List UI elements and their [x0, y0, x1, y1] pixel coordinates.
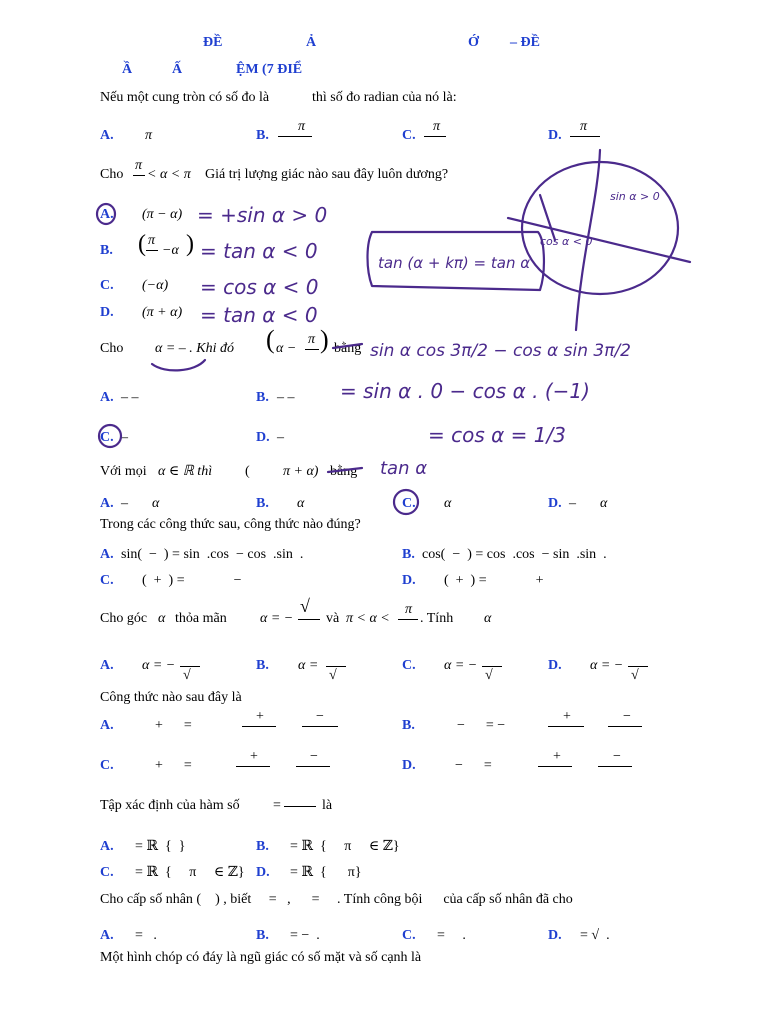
q6-sqrt: √ [300, 596, 310, 616]
q1-option-b-fraction-bar [278, 136, 312, 137]
q3-underline [152, 360, 205, 370]
q2-pi: π [135, 158, 143, 173]
q5-option-a: sin( − ) = sin .cos − cos .sin . [121, 547, 304, 562]
handwriting-q3-line2: = sin α . 0 − cos α . (−1) [340, 379, 590, 403]
q2-option-c-label: C. [100, 278, 114, 293]
q7-option-b-bar1 [548, 726, 584, 727]
q7-option-b-label: B. [402, 718, 415, 733]
q7-option-c-label: C. [100, 758, 114, 773]
q6-given-fraction-bar [298, 619, 320, 620]
q6-stem-pre: Cho góc [100, 611, 148, 626]
header-word-4: – ĐỀ [510, 35, 540, 50]
handwriting-sin-label: sin α > 0 [610, 190, 660, 203]
q6-option-d-sqrt: √ [631, 668, 639, 683]
q3-expr-paren-l: ( [266, 325, 275, 354]
q2-option-b: −α [162, 243, 179, 258]
q2-stem: Giá trị lượng giác nào sau đây luôn dương? [205, 167, 449, 182]
q3-option-d: – [277, 430, 284, 445]
header-word-3: Ớ [468, 35, 479, 50]
q8-option-b-label: B. [256, 839, 269, 854]
q6-stem-mid: thỏa mãn [175, 611, 227, 626]
q6-option-c-label: C. [402, 658, 416, 673]
header-word-1: ĐỀ [203, 35, 223, 50]
q2-option-a: (π − α) [142, 207, 183, 222]
q6-option-c-bar [482, 666, 502, 667]
header-word-6: Ấ [172, 62, 183, 77]
q1-option-a-label: A. [100, 128, 114, 143]
q6-option-b-bar [326, 666, 346, 667]
q9-option-b: = − . [290, 928, 320, 943]
q7-option-b-n1: + [563, 709, 571, 724]
unit-circle-ray [540, 195, 555, 240]
q8-stem-end: là [322, 798, 333, 813]
q6-cond: π < α < [346, 611, 390, 626]
q2-fraction-bar [133, 175, 145, 176]
q6-option-b-sqrt: √ [329, 668, 337, 683]
q3-option-b-label: B. [256, 390, 269, 405]
q6-cond-pre: và [326, 611, 340, 626]
q2-stem-pre: Cho [100, 167, 124, 182]
q9-option-c-label: C. [402, 928, 416, 943]
q4-option-b-label: B. [256, 496, 269, 511]
q1-option-b-num: π [298, 119, 306, 134]
q8-option-c-label: C. [100, 865, 114, 880]
q5-option-c-label: C. [100, 573, 114, 588]
q6-option-c-sqrt: √ [485, 668, 493, 683]
q7-option-d-n1: + [553, 749, 561, 764]
q5-option-a-label: A. [100, 547, 114, 562]
q7-option-d-n2: − [613, 749, 621, 764]
q2-inequality: < α < π [147, 167, 191, 182]
q6-option-a: α = − [142, 658, 176, 673]
header-word-2: Ả [306, 35, 317, 50]
unit-circle-x-axis [508, 218, 690, 262]
q6-option-a-sqrt: √ [183, 668, 191, 683]
q7-option-a: + = [155, 718, 192, 733]
q4-option-c-label: C. [402, 496, 416, 511]
q7-option-d-bar1 [538, 766, 572, 767]
q7-option-c-n1: + [250, 749, 258, 764]
q8-stem: Tập xác định của hàm số [100, 798, 240, 813]
q3-option-a: – – [121, 390, 139, 405]
q6-stem-end: . Tính [420, 611, 454, 626]
handwriting-tan-formula: tan (α + kπ) = tan α [378, 254, 531, 272]
q7-option-b: − = − [457, 718, 506, 733]
q9-option-b-label: B. [256, 928, 269, 943]
q6-option-b-label: B. [256, 658, 269, 673]
q3-stem-pre: Cho [100, 341, 124, 356]
q4-option-b: α [297, 496, 305, 511]
q3-given: α = – . Khi đó [155, 341, 235, 356]
q5-option-c: ( + ) = − [142, 573, 242, 588]
q6-cond-fraction-bar [398, 619, 418, 620]
q7-option-a-bar2 [302, 726, 338, 727]
q6-option-d: α = − [590, 658, 624, 673]
q1-option-d-fraction-bar [570, 136, 600, 137]
q5-stem: Trong các công thức sau, công thức nào đúng? [100, 517, 361, 532]
q4-expr: π + α) [283, 464, 319, 479]
q7-option-c: + = [155, 758, 192, 773]
q8-fraction-bar [284, 806, 316, 807]
q9-stem: Cho cấp số nhân ( ) , biết = , = . Tính công bội của cấp số nhân đã cho [100, 892, 573, 907]
handwriting-q4-answer: tan α [380, 458, 428, 479]
q6-given: α = − [260, 611, 294, 626]
q2-option-d-label: D. [100, 305, 114, 320]
q8-option-d-label: D. [256, 865, 270, 880]
q1-option-a: π [145, 128, 153, 143]
q3-expr-fraction-bar [305, 349, 319, 350]
q1-option-c-fraction-bar [424, 136, 446, 137]
q2-option-b-label: B. [100, 243, 113, 258]
q2-option-b-paren-l: ( [138, 231, 146, 257]
q4-cond: α ∈ ℝ thì [158, 464, 213, 479]
unit-circle-y-axis [576, 150, 600, 330]
q7-option-d: − = [455, 758, 492, 773]
q3-word: bằng [334, 341, 362, 356]
q9-option-a-label: A. [100, 928, 114, 943]
q8-option-d: = ℝ { π} [290, 865, 362, 880]
handwriting-q2-b: = tan α < 0 [200, 239, 318, 263]
q5-option-b: cos( − ) = cos .cos − sin .sin . [422, 547, 607, 562]
q3-option-c-label: C. [100, 430, 114, 445]
q7-stem: Công thức nào sau đây là [100, 690, 242, 705]
q4-stem-pre: Với mọi [100, 464, 147, 479]
q5-option-b-label: B. [402, 547, 415, 562]
q6-option-d-bar [628, 666, 648, 667]
unit-circle-sketch [522, 162, 678, 294]
q7-option-c-n2: − [310, 749, 318, 764]
q10-stem: Một hình chóp có đáy là ngũ giác có số mặt và số cạnh là [100, 950, 422, 965]
q7-option-d-bar2 [598, 766, 632, 767]
q6-option-b: α = [298, 658, 319, 673]
q3-option-b: – – [277, 390, 295, 405]
q3-option-a-label: A. [100, 390, 114, 405]
q3-expr: α − [276, 341, 297, 356]
q7-option-c-bar1 [236, 766, 270, 767]
q5-option-d: ( + ) = + [444, 573, 544, 588]
q4-option-c: α [444, 496, 452, 511]
q6-option-a-label: A. [100, 658, 114, 673]
q5-option-d-label: D. [402, 573, 416, 588]
q1-stem-2: thì số đo radian của nó là: [312, 90, 457, 105]
q7-option-d-label: D. [402, 758, 416, 773]
q2-option-b-fraction-bar [146, 250, 158, 251]
q2-option-b-paren-r: ) [186, 231, 194, 257]
q1-option-d-label: D. [548, 128, 562, 143]
q4-option-a-label: A. [100, 496, 114, 511]
q6-option-c: α = − [444, 658, 478, 673]
q1-stem: Nếu một cung tròn có số đo là [100, 90, 270, 105]
q2-option-c: (−α) [142, 278, 169, 293]
handwriting-cos-label: cos α < 0 [540, 235, 593, 248]
q4-word: bằng [330, 464, 358, 479]
q1-option-c-label: C. [402, 128, 416, 143]
q7-option-a-n1: + [256, 709, 264, 724]
q9-option-a: = . [135, 928, 157, 943]
q4-option-a: α [152, 496, 160, 511]
q9-option-c: = . [437, 928, 466, 943]
header-word-5: Ầ [122, 62, 133, 77]
q2-option-b-num: π [148, 233, 156, 248]
q7-option-a-bar1 [242, 726, 276, 727]
handwriting-q3-line3: = cos α = 1/3 [428, 423, 566, 447]
q8-eq: = [273, 798, 281, 813]
q6-alpha: α [158, 611, 166, 626]
q7-option-a-n2: − [316, 709, 324, 724]
handwriting-q2-c: = cos α < 0 [200, 275, 319, 299]
q4-expr-paren: ( [245, 464, 250, 479]
q4-option-d-label: D. [548, 496, 562, 511]
q8-option-b: = ℝ { π ∈ ℤ} [290, 839, 400, 854]
q8-option-a-label: A. [100, 839, 114, 854]
q9-option-d: = √ . [580, 928, 610, 943]
handwriting-q3-line1: sin α cos 3π/2 − cos α sin 3π/2 [370, 341, 631, 361]
q6-option-d-label: D. [548, 658, 562, 673]
q3-option-c: – [121, 430, 128, 445]
q4-option-a-sign: – [121, 496, 128, 511]
q3-expr-pi: π [308, 332, 316, 347]
header-word-7: ỆM (7 ĐIỂ [236, 62, 303, 77]
q3-option-d-label: D. [256, 430, 270, 445]
handwriting-q2-a: = +sin α > 0 [197, 203, 328, 227]
q1-option-b-label: B. [256, 128, 269, 143]
q8-option-c: = ℝ { π ∈ ℤ} [135, 865, 245, 880]
q6-cond-pi: π [405, 602, 413, 617]
q4-option-d: α [600, 496, 608, 511]
q7-option-b-bar2 [608, 726, 642, 727]
q7-option-c-bar2 [296, 766, 330, 767]
q4-option-d-sign: – [569, 496, 576, 511]
q7-option-a-label: A. [100, 718, 114, 733]
q7-option-b-n2: − [623, 709, 631, 724]
q2-option-d: (π + α) [142, 305, 183, 320]
q6-option-a-bar [180, 666, 200, 667]
q3-expr-paren-r: ) [320, 325, 329, 354]
q6-target: α [484, 611, 492, 626]
q8-option-a: = ℝ { } [135, 839, 186, 854]
q1-option-c-num: π [433, 119, 441, 134]
q2-option-a-label: A. [100, 207, 114, 222]
handwriting-q2-d: = tan α < 0 [200, 303, 318, 327]
q1-option-d-num: π [580, 119, 588, 134]
q9-option-d-label: D. [548, 928, 562, 943]
tan-formula-box [368, 232, 544, 290]
